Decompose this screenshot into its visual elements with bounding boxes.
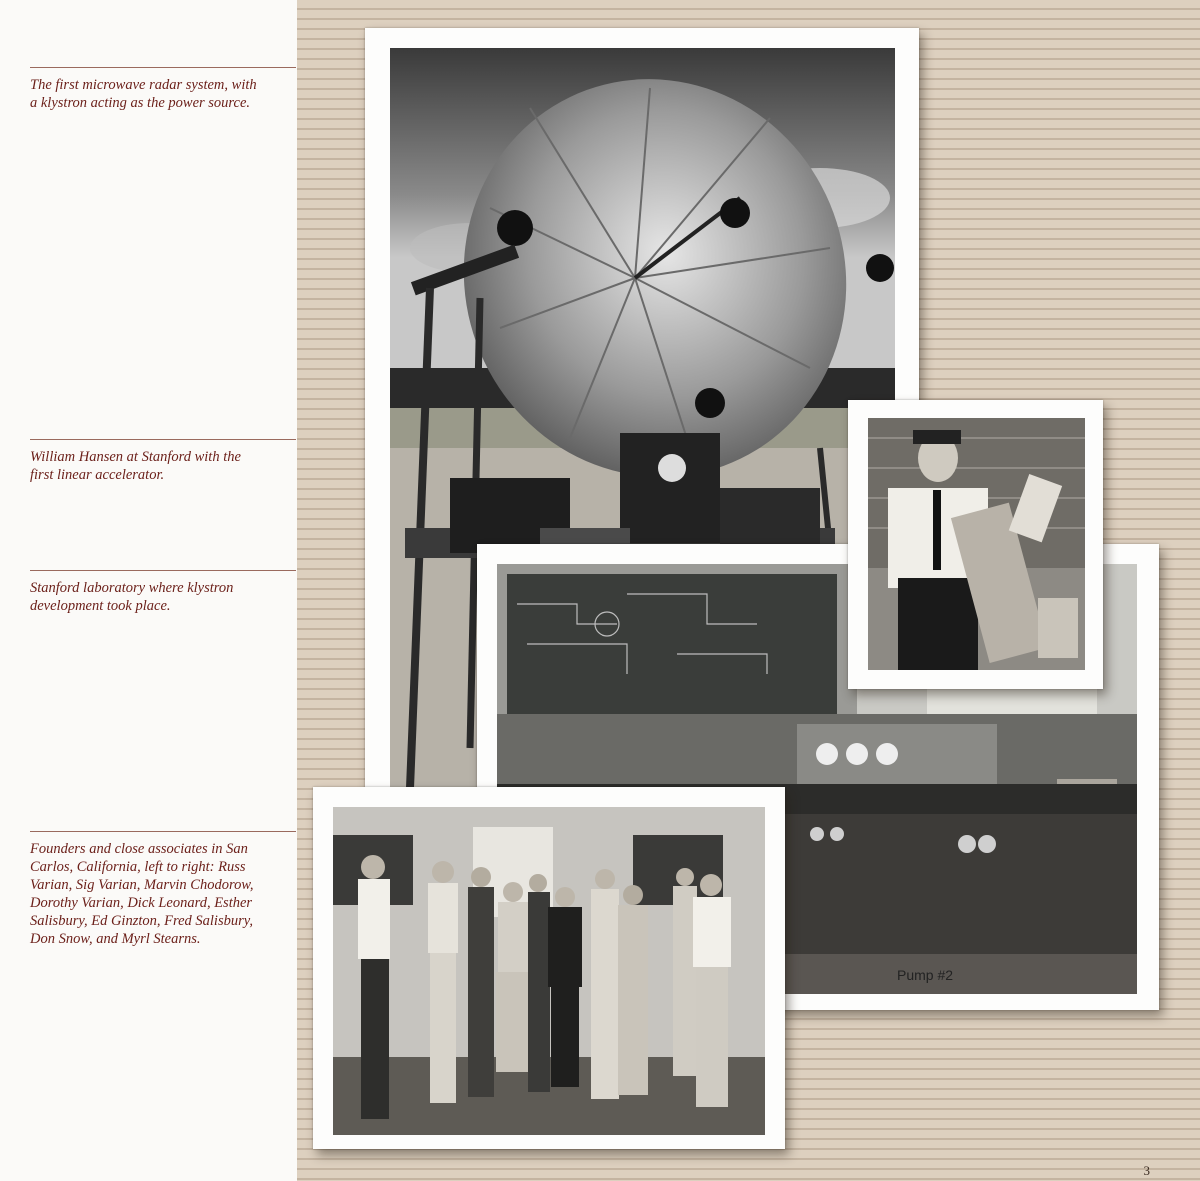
- person-2: [428, 861, 458, 1103]
- hansen-photo-image: [868, 418, 1085, 670]
- person-10: [693, 874, 731, 1107]
- person-3: [468, 867, 494, 1097]
- hansen-photo: [848, 400, 1103, 689]
- caption-column: [0, 0, 297, 1181]
- person-7: [591, 869, 619, 1099]
- founders-photo-image: [333, 807, 765, 1135]
- page-number: 3: [1143, 1163, 1150, 1178]
- caption-founders: Founders and close associates in San Carlos, California, left to right: Russ Varian, Sig Varian, Marvin Chodorow, Dorothy Varian, Dick Leonard, Esther Salisbury, Ed Ginzton, Fred Salisbury, Don Snow, and Myrl Stearns.: [30, 831, 296, 948]
- person-5: [528, 874, 550, 1092]
- founders-photo: [313, 787, 785, 1149]
- caption-lab: Stanford laboratory where klystron development took place.: [30, 570, 296, 615]
- caption-radar: The first microwave radar system, with a klystron acting as the power source.: [30, 67, 296, 112]
- person-6: [548, 887, 582, 1087]
- equipment-label: Pump #2: [897, 967, 954, 983]
- person-4: [496, 882, 530, 1072]
- person-1: [358, 855, 390, 1119]
- person-8: [618, 885, 648, 1095]
- caption-hansen: William Hansen at Stanford with the first linear accelerator.: [30, 439, 296, 484]
